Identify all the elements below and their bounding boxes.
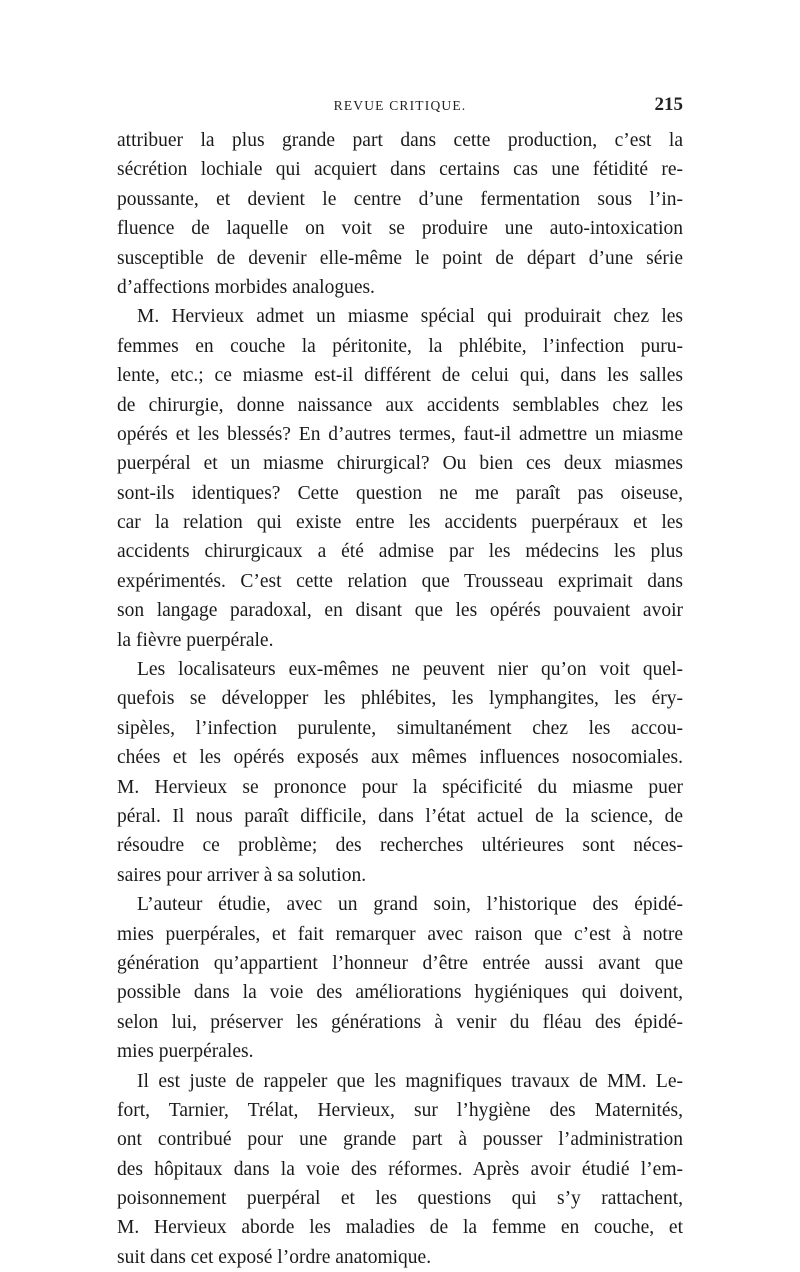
text-line: attribuer la plus grande part dans cette production, c’est la <box>117 126 683 155</box>
text-line: son langage paradoxal, en disant que les opérés pouvaient avoir <box>117 596 683 625</box>
text-line: des hôpitaux dans la voie des réformes. Après avoir étudié l’em- <box>117 1155 683 1184</box>
body-text <box>117 126 683 1272</box>
text-line: sont-ils identiques? Cette question ne me paraît pas oiseuse, <box>117 479 683 508</box>
text-line: quefois se développer les phlébites, les lymphangites, les éry- <box>117 684 683 713</box>
text-line: ont contribué pour une grande part à pousser l’administration <box>117 1125 683 1154</box>
text-line: mies puerpérales. <box>117 1037 683 1066</box>
text-line: lente, etc.; ce miasme est-il différent de celui qui, dans les salles <box>117 361 683 390</box>
text-line: sécrétion lochiale qui acquiert dans certains cas une fétidité re- <box>117 155 683 184</box>
text-line: poisonnement puerpéral et les questions qui s’y rattachent, <box>117 1184 683 1213</box>
text-line: femmes en couche la péritonite, la phlébite, l’infection puru- <box>117 332 683 361</box>
text-line: M. Hervieux aborde les maladies de la femme en couche, et <box>117 1213 683 1242</box>
text-line: accidents chirurgicaux a été admise par les médecins les plus <box>117 537 683 566</box>
text-line: car la relation qui existe entre les accidents puerpéraux et les <box>117 508 683 537</box>
text-line: fort, Tarnier, Trélat, Hervieux, sur l’hygiène des Maternités, <box>117 1096 683 1125</box>
paragraph <box>117 655 683 890</box>
text-line: de chirurgie, donne naissance aux accidents semblables chez les <box>117 391 683 420</box>
text-line: L’auteur étudie, avec un grand soin, l’historique des épidé- <box>117 890 683 919</box>
text-line: opérés et les blessés? En d’autres termes, faut-il admettre un miasme <box>117 420 683 449</box>
paragraph <box>117 126 683 302</box>
text-line: mies puerpérales, et fait remarquer avec raison que c’est à notre <box>117 920 683 949</box>
text-line: suit dans cet exposé l’ordre anatomique. <box>117 1243 683 1272</box>
paragraph <box>117 890 683 1066</box>
text-line: résoudre ce problème; des recherches ultérieures sont néces- <box>117 831 683 860</box>
running-head: REVUE CRITIQUE. <box>117 98 683 114</box>
text-line: d’affections morbides analogues. <box>117 273 683 302</box>
paragraph <box>117 1067 683 1272</box>
page-number: 215 <box>655 94 684 116</box>
text-line: fluence de laquelle on voit se produire une auto-intoxication <box>117 214 683 243</box>
text-line: péral. Il nous paraît difficile, dans l’état actuel de la science, de <box>117 802 683 831</box>
text-line: M. Hervieux admet un miasme spécial qui produirait chez les <box>117 302 683 331</box>
text-line: Les localisateurs eux-mêmes ne peuvent nier qu’on voit quel- <box>117 655 683 684</box>
text-line: puerpéral et un miasme chirurgical? Ou bien ces deux miasmes <box>117 449 683 478</box>
text-line: génération qu’appartient l’honneur d’être entrée aussi avant que <box>117 949 683 978</box>
paragraph <box>117 302 683 655</box>
text-line: poussante, et devient le centre d’une fermentation sous l’in- <box>117 185 683 214</box>
text-line: M. Hervieux se prononce pour la spécificité du miasme puer <box>117 773 683 802</box>
text-line: selon lui, préserver les générations à venir du fléau des épidé- <box>117 1008 683 1037</box>
text-line: susceptible de devenir elle-même le point de départ d’une série <box>117 244 683 273</box>
text-line: possible dans la voie des améliorations hygiéniques qui doivent, <box>117 978 683 1007</box>
text-line: chées et les opérés exposés aux mêmes influences nosocomiales. <box>117 743 683 772</box>
text-line: Il est juste de rappeler que les magnifiques travaux de MM. Le- <box>117 1067 683 1096</box>
page-header <box>117 98 683 120</box>
text-line: saires pour arriver à sa solution. <box>117 861 683 890</box>
text-line: expérimentés. C’est cette relation que Trousseau exprimait dans <box>117 567 683 596</box>
text-line: sipèles, l’infection purulente, simultanément chez les accou- <box>117 714 683 743</box>
text-line: la fièvre puerpérale. <box>117 626 683 655</box>
